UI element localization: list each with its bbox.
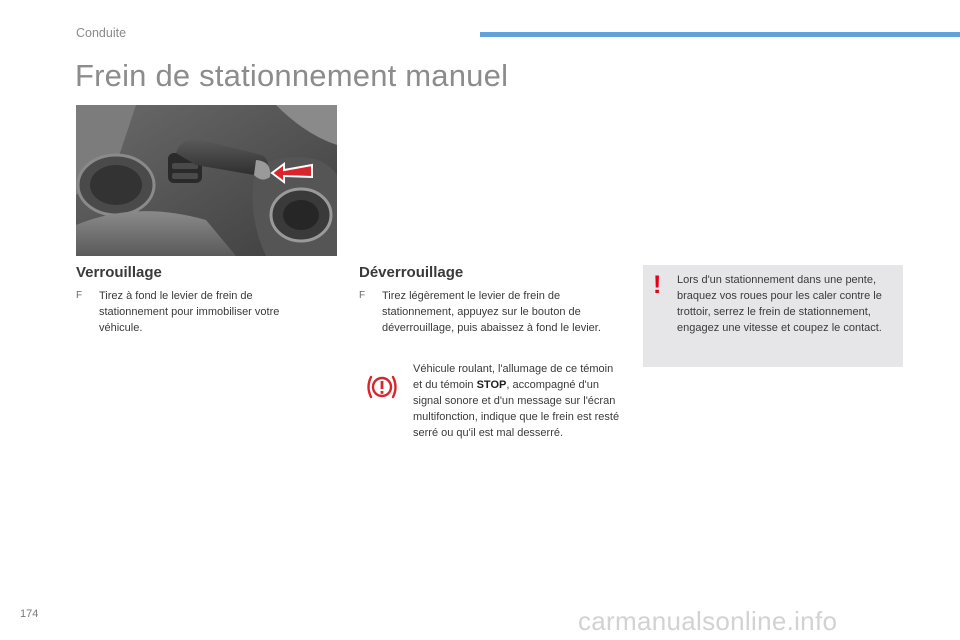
- verrouillage-heading: Verrouillage: [76, 264, 162, 281]
- verrouillage-text: Tirez à fond le levier de frein de stationnement pour immobiliser votre véhicule.: [99, 290, 280, 334]
- bullet-marker: F: [76, 290, 83, 301]
- deverrouillage-heading: Déverrouillage: [359, 264, 464, 281]
- section-name: Conduite: [76, 26, 127, 40]
- page-number: 174: [20, 608, 39, 620]
- brake-warning-icon: [366, 372, 398, 402]
- page-title: Frein de stationnement manuel: [75, 58, 509, 93]
- warning-text-after: , accompagné d'un signal sonore et d'un message sur l'écran multifonction, indique que le frein est resté serré ou qu'il est mal desserré.: [413, 379, 620, 439]
- header-accent-bar: [480, 32, 960, 37]
- warning-description: [413, 361, 623, 441]
- warning-text-bold: STOP: [476, 379, 507, 391]
- verrouillage-step: [76, 288, 311, 336]
- exclamation-icon: !: [653, 271, 662, 299]
- deverrouillage-text: Tirez légèrement le levier de frein de stationnement, appuyez sur le bouton de déverrouillage, puis abaissez à fond le levier.: [382, 290, 601, 334]
- warning-text-before: Véhicule roulant, l'allumage de ce témoin et du témoin: [413, 363, 614, 391]
- note-text: Lors d'un stationnement dans une pente, braquez vos roues pour les caler contre le trottoir, serrez le frein de stationnement, engagez une vitesse et coupez le contact.: [677, 274, 882, 334]
- bullet-marker: F: [359, 290, 366, 301]
- deverrouillage-step: [359, 288, 609, 336]
- watermark: carmanualsonline.info: [578, 606, 838, 636]
- parking-brake-photo: [76, 105, 337, 256]
